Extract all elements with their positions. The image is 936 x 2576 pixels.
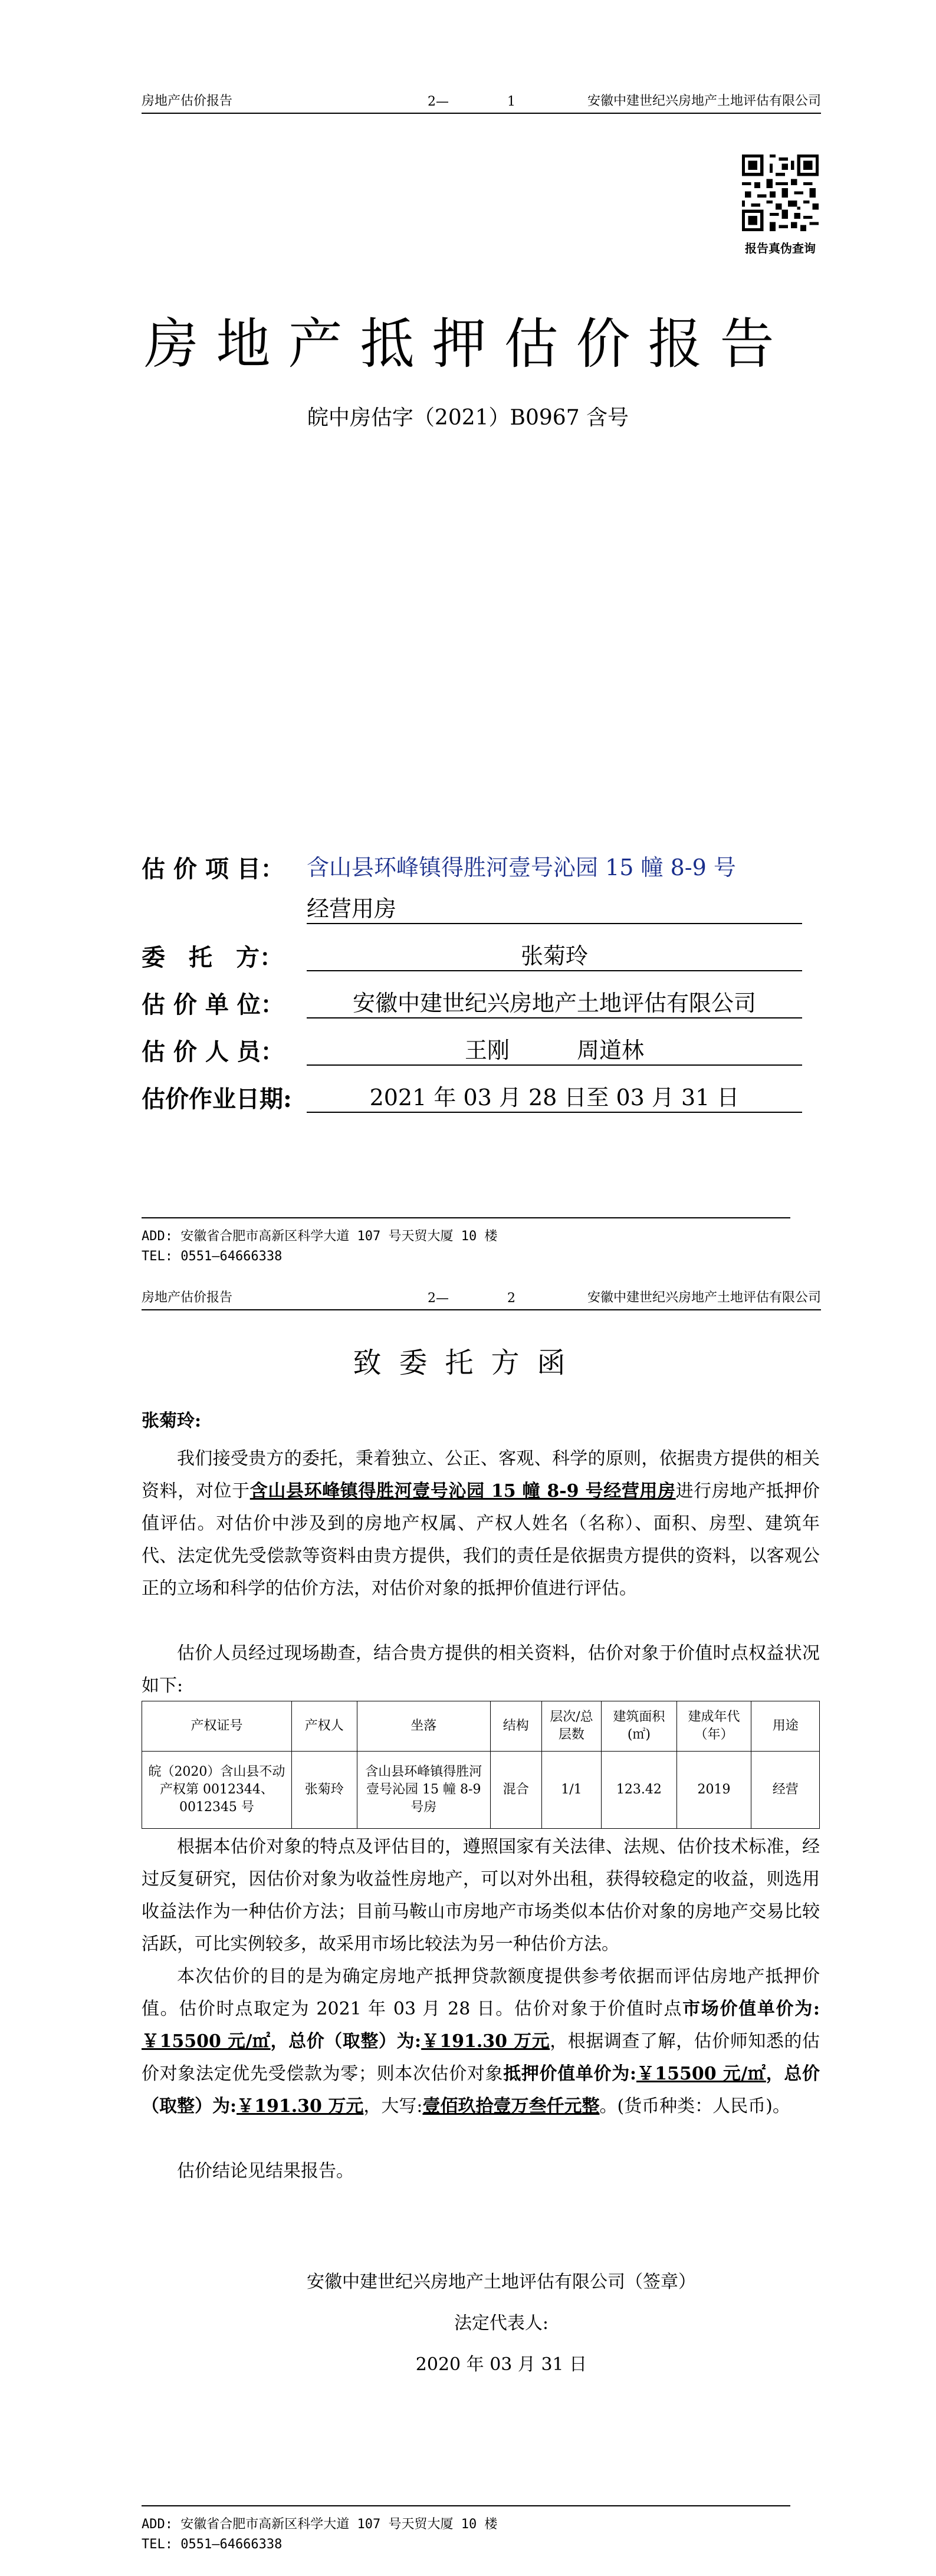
page-header <box>142 91 821 114</box>
paragraph-text: 。(货币种类：人民币)。 <box>599 2096 790 2117</box>
header-right: 安徽中建世纪兴房地产土地评估有限公司 <box>587 1290 821 1305</box>
footer-telephone: TEL: 0551—64666338 <box>142 2537 283 2552</box>
legal-representative: 法定代表人: <box>454 2313 549 2334</box>
unit-label-text: 估 价 单 位： <box>142 991 284 1018</box>
amount-in-words: 壹佰玖拾壹万叁仟元整 <box>422 2096 600 2117</box>
paragraph-text: 我们接受贵方的委托，秉着独立、公正、客观、科学的原则，依据贵方提供的相关资料，对位于 <box>142 1448 820 1501</box>
paragraph-text: 进行房地产抵押价值评估。对估价中涉及到的房地产权属、产权人姓名（名称）、面积、房型、建筑年代、法定优先受偿款等资料由贵方提供，我们的责任是依据贵方提供的资料，以客观公正的立场和科学的估价方法，对估价对象的抵押价值进行评估。 <box>142 1481 820 1599</box>
date-label-text: 估价作业日期: <box>142 1085 292 1113</box>
paragraph-conclusion <box>142 2155 820 2187</box>
property-rights-table <box>142 1701 820 1829</box>
header-page-number: 1 <box>507 94 515 109</box>
table-row <box>142 1752 820 1829</box>
footer-rule <box>142 2505 790 2506</box>
date-value: 2021 年 03 月 28 日至 03 月 31 日 <box>307 1079 802 1113</box>
document-number: 皖中房估字（2021）B0967 含号 <box>307 406 629 430</box>
project-label-text: 估 价 项 目： <box>142 855 284 883</box>
staff-value: 王刚 周道林 <box>307 1032 802 1066</box>
project-label <box>142 850 284 884</box>
col-header-use: 用途 <box>751 1701 820 1752</box>
market-unit-price: ￥15500 元/㎡ <box>142 2031 271 2052</box>
unit-label <box>142 986 284 1020</box>
paragraph-text: ，大写: <box>363 2096 423 2117</box>
header-page-prefix: 2— <box>428 94 449 109</box>
header-left: 房地产估价报告 <box>142 94 233 109</box>
cell-structure: 混合 <box>490 1752 541 1829</box>
page-footer <box>142 1227 497 1267</box>
header-page-prefix: 2— <box>428 1291 449 1306</box>
qr-code-icon[interactable] <box>742 155 819 231</box>
project-value-line2: 经营用房 <box>307 891 802 924</box>
client-label <box>142 939 283 972</box>
footer-address: ADD: 安徽省合肥市高新区科学大道 107 号天贸大厦 10 楼 <box>142 1229 498 1244</box>
footer-telephone: TEL: 0551—64666338 <box>142 1249 283 1264</box>
client-value: 张菊玲 <box>307 938 802 971</box>
mortgage-total-label: ，总价（取整）为: <box>142 2064 820 2117</box>
col-header-area: 建筑面积(㎡) <box>602 1701 676 1752</box>
col-header-structure: 结构 <box>490 1701 541 1752</box>
paragraph-survey <box>142 1637 820 1702</box>
property-address: 含山县环峰镇得胜河壹号沁园 15 幢 8-9 号经营用房 <box>249 1481 676 1501</box>
paragraph-text: 本次估价的目的是为确定房地产抵押贷款额度提供参考依据而评估房地产抵押价值。估价时点取定为 2021 年 03 月 28 日。估价对象于价值时点 <box>142 1966 820 2019</box>
cell-year: 2019 <box>676 1752 751 1829</box>
col-header-cert: 产权证号 <box>142 1701 292 1752</box>
cell-floors: 1/1 <box>541 1752 602 1829</box>
report-title: 房地产抵押估价报告 <box>144 313 792 376</box>
col-header-location: 坐落 <box>357 1701 490 1752</box>
salutation: 张菊玲: <box>142 1411 202 1431</box>
signing-company: 安徽中建世纪兴房地产土地评估有限公司（签章） <box>307 2272 696 2292</box>
header-right: 安徽中建世纪兴房地产土地评估有限公司 <box>587 94 821 109</box>
market-total-price: ￥191.30 万元 <box>421 2031 550 2052</box>
project-value-line1: 含山县环峰镇得胜河壹号沁园 15 幢 8-9 号 <box>307 855 736 880</box>
date-label <box>142 1080 292 1114</box>
header-page-number: 2 <box>507 1291 515 1306</box>
paragraph-text: 根据本估价对象的特点及评估目的，遵照国家有关法律、法规、估价技术标准，经过反复研究，因估价对象为收益性房地产，可以对外出租，获得较稳定的收益，则选用收益法作为一种估价方法；目前马鞍山市房地产市场类似本估价对象的房地产交易比较活跃，可比实例较多，故采用市场比较法为另一种估价方法。 <box>142 1836 820 1954</box>
unit-value: 安徽中建世纪兴房地产土地评估有限公司 <box>307 985 802 1018</box>
page-header <box>142 1288 821 1310</box>
col-header-year: 建成年代（年） <box>676 1701 751 1752</box>
market-unit-price-label: 市场价值单价为: <box>682 1999 820 2019</box>
paragraph-valuation <box>142 1960 820 2122</box>
cell-cert: 皖（2020）含山县不动产权第 0012344、0012345 号 <box>142 1752 292 1829</box>
footer-address: ADD: 安徽省合肥市高新区科学大道 107 号天贸大厦 10 楼 <box>142 2517 498 2532</box>
cell-location: 含山县环峰镇得胜河壹号沁园 15 幢 8-9 号房 <box>357 1752 490 1829</box>
header-left: 房地产估价报告 <box>142 1290 233 1305</box>
paragraph-text: ，根据调查了解，估价师知悉的估价对象法定优先受偿款为零；则本次估价对象 <box>142 2031 820 2084</box>
col-header-owner: 产权人 <box>291 1701 357 1752</box>
mortgage-unit-price-label: 抵押价值单价为: <box>503 2064 636 2084</box>
paragraph-text: 估价结论见结果报告。 <box>177 2161 354 2181</box>
paragraph-text: 估价人员经过现场勘查，结合贵方提供的相关资料，估价对象于价值时点权益状况如下: <box>142 1643 820 1696</box>
cell-area: 123.42 <box>602 1752 676 1829</box>
signing-date: 2020 年 03 月 31 日 <box>415 2354 587 2375</box>
page-footer <box>142 2515 497 2555</box>
cell-owner: 张菊玲 <box>291 1752 357 1829</box>
client-label-text: 委 托 方： <box>142 944 283 971</box>
letter-page <box>0 1288 936 2576</box>
paragraph-entrustment <box>142 1443 820 1605</box>
mortgage-unit-price: ￥15500 元/㎡ <box>636 2064 766 2084</box>
footer-rule <box>142 1217 790 1218</box>
mortgage-total-price: ￥191.30 万元 <box>237 2096 364 2117</box>
qr-caption: 报告真伪查询 <box>745 241 816 255</box>
cell-use: 经营 <box>751 1752 820 1829</box>
table-header-row <box>142 1701 820 1752</box>
staff-label-text: 估 价 人 员： <box>142 1038 284 1066</box>
market-total-label: ，总价（取整）为: <box>270 2031 422 2052</box>
staff-label <box>142 1033 284 1067</box>
paragraph-method <box>142 1831 820 1960</box>
col-header-floors: 层次/总层数 <box>541 1701 602 1752</box>
letter-title: 致委托方函 <box>353 1346 583 1379</box>
